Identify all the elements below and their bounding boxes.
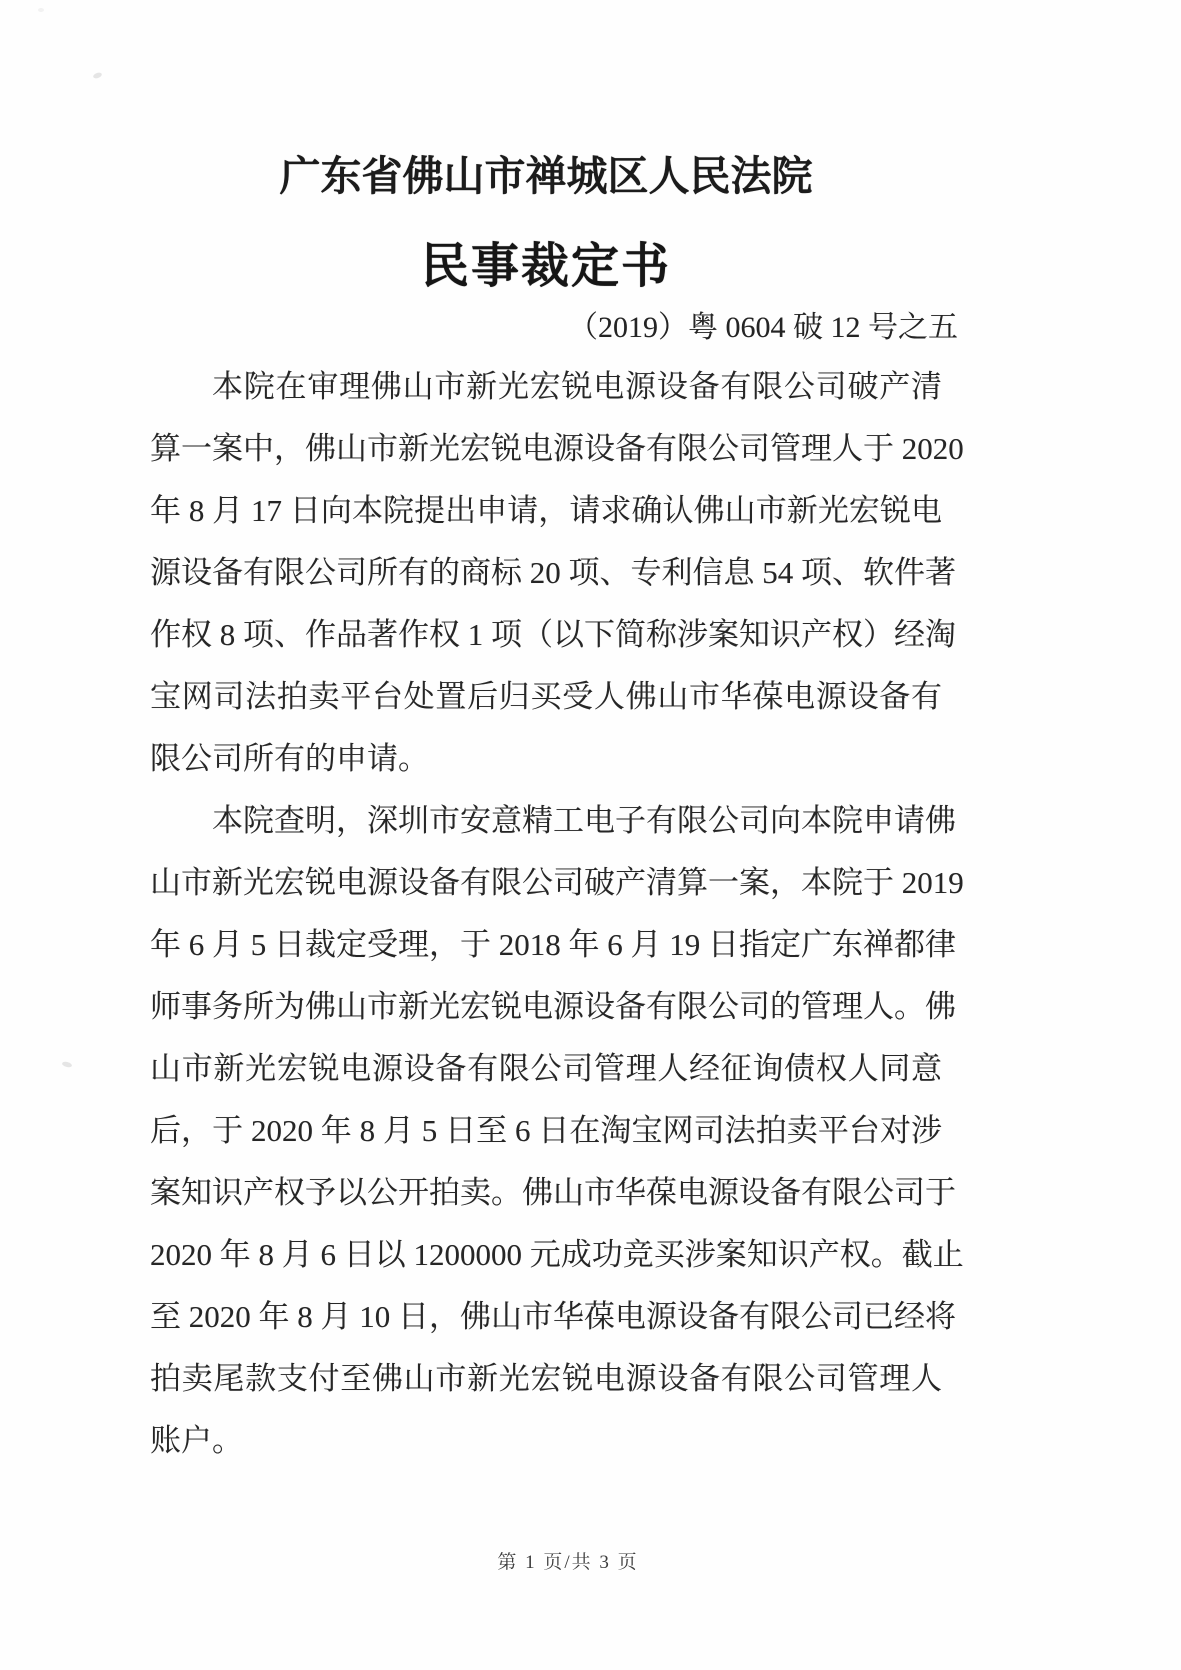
document-type-title: 民事裁定书 — [420, 240, 671, 293]
court-name-heading: 广东省佛山市禅城区人民法院 — [279, 153, 813, 199]
body-line: 本院在审理佛山市新光宏锐电源设备有限公司破产清 — [212, 369, 942, 404]
body-line: 宝网司法拍卖平台处置后归买受人佛山市华葆电源设备有 — [150, 679, 942, 714]
body-line: 年 6 月 5 日裁定受理，于 2018 年 6 月 19 日指定广东禅都律 — [150, 927, 956, 962]
body-line: 后，于 2020 年 8 月 5 日至 6 日在淘宝网司法拍卖平台对涉 — [150, 1113, 942, 1148]
body-line: 作权 8 项、作品著作权 1 项（以下简称涉案知识产权）经淘 — [150, 617, 956, 652]
document-body — [150, 356, 964, 1472]
body-line: 案知识产权予以公开拍卖。佛山市华葆电源设备有限公司于 — [150, 1175, 956, 1210]
body-line: 源设备有限公司所有的商标 20 项、专利信息 54 项、软件著 — [150, 555, 956, 590]
case-number: （2019）粤 0604 破 12 号之五 — [568, 311, 958, 344]
page-number-footer: 第 1 页/共 3 页 — [497, 1552, 639, 1573]
body-line: 拍卖尾款支付至佛山市新光宏锐电源设备有限公司管理人 — [150, 1361, 942, 1396]
body-line: 本院查明，深圳市安意精工电子有限公司向本院申请佛 — [212, 803, 956, 838]
body-line: 师事务所为佛山市新光宏锐电源设备有限公司的管理人。佛 — [150, 989, 956, 1024]
body-line: 算一案中，佛山市新光宏锐电源设备有限公司管理人于 2020 — [150, 431, 964, 466]
body-line: 限公司所有的申请。 — [150, 741, 429, 776]
scan-artifact — [92, 72, 102, 80]
scan-artifact — [38, 8, 44, 12]
body-line: 年 8 月 17 日向本院提出申请，请求确认佛山市新光宏锐电 — [150, 493, 942, 528]
body-line: 山市新光宏锐电源设备有限公司破产清算一案，本院于 2019 — [150, 865, 964, 900]
body-line: 账户。 — [150, 1423, 243, 1458]
body-line: 至 2020 年 8 月 10 日，佛山市华葆电源设备有限公司已经将 — [150, 1299, 956, 1334]
scan-artifact — [62, 1061, 73, 1068]
body-line: 山市新光宏锐电源设备有限公司管理人经征询债权人同意 — [150, 1051, 942, 1086]
body-line: 2020 年 8 月 6 日以 1200000 元成功竞买涉案知识产权。截止 — [150, 1237, 964, 1272]
